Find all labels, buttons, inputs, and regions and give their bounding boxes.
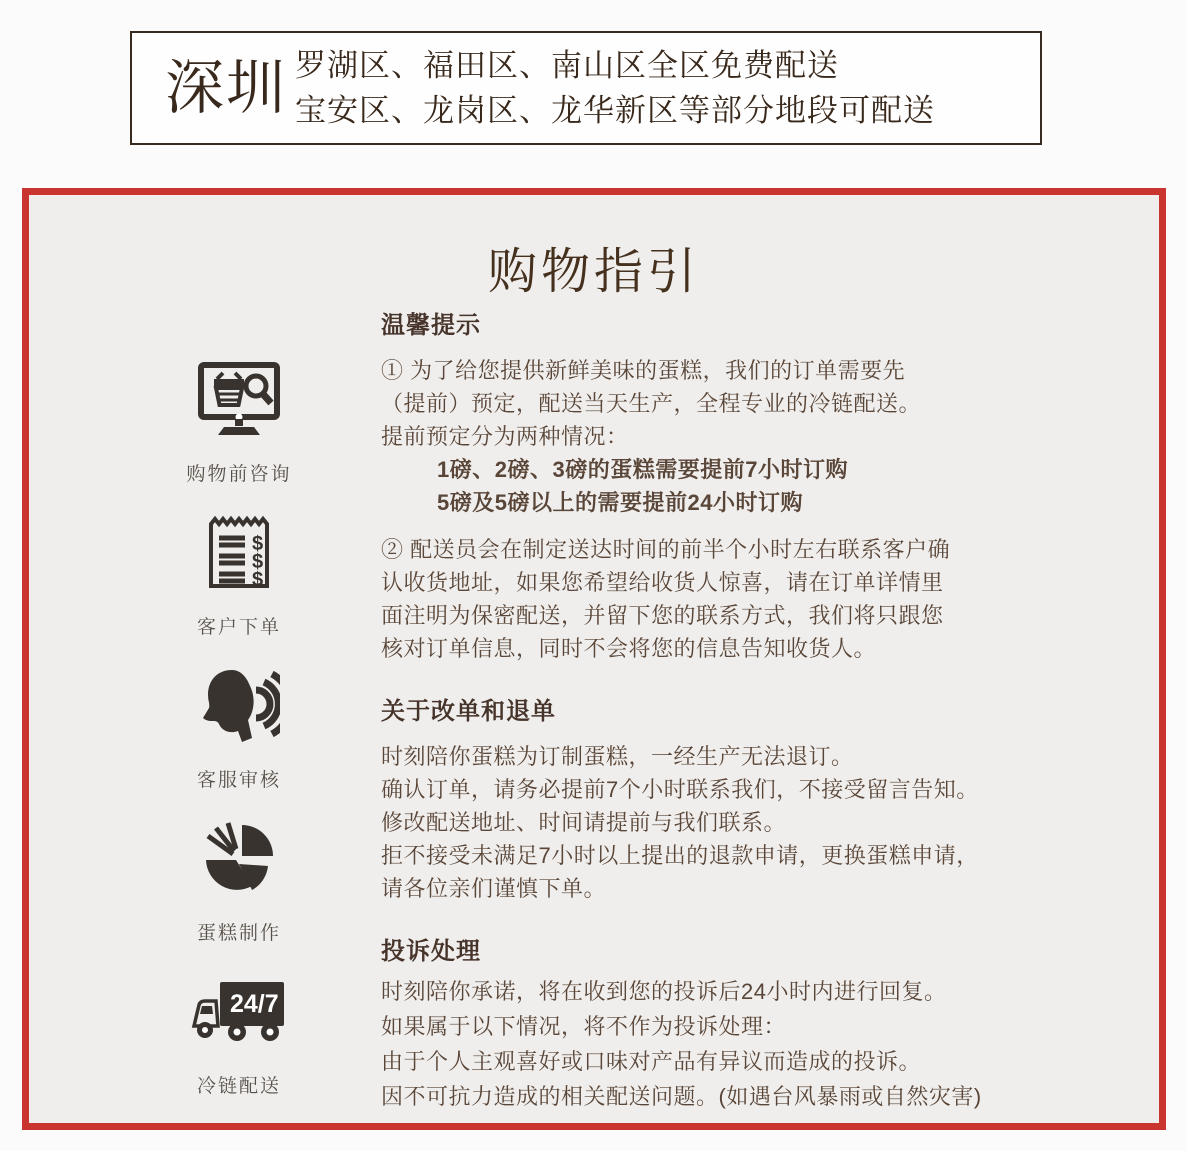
tips-paragraph-1-line: （提前）预定，配送当天生产，全程专业的冷链配送。 (381, 391, 922, 416)
change-order-line: 拒不接受未满足7小时以上提出的退款申请，更换蛋糕申请， (381, 843, 979, 868)
tips-paragraph-1-line: ① 为了给您提供新鲜美味的蛋糕，我们的订单需要先 (381, 358, 906, 383)
step-pre-purchase-consult (147, 353, 331, 506)
guide-content (381, 305, 1057, 1114)
change-order-line: 确认订单，请务必提前7个小时联系我们，不接受留言告知。 (381, 777, 979, 802)
guide-title: 购物指引 (487, 245, 700, 299)
delivery-area-banner (130, 31, 1042, 145)
tips-paragraph-2-line: 面注明为保密配送，并留下您的联系方式，我们将只跟您 (381, 603, 944, 628)
complaint-line: 由于个人主观喜好或口味对产品有异议而造成的投诉。 (381, 1049, 922, 1074)
tips-paragraph-2-line: ② 配送员会在制定送达时间的前半个小时左右联系客户确 (381, 537, 951, 562)
change-order-line: 修改配送地址、时间请提前与我们联系。 (381, 810, 787, 835)
step-service-review (147, 659, 331, 812)
step-label: 客服审核 (196, 770, 281, 791)
advance-order-rule-1: 1磅、2磅、3磅的蛋糕需要提前7小时订购 (437, 457, 848, 482)
svg-text:$: $ (252, 569, 264, 591)
city-label: 深圳 (165, 54, 288, 121)
tips-heading: 温馨提示 (381, 312, 481, 339)
shopping-guide-box (22, 188, 1166, 1130)
headset-person-icon (198, 659, 280, 753)
tips-paragraph-1-line: 提前预定分为两种情况： (381, 424, 629, 449)
tips-paragraph-2-line: 核对订单信息，同时不会将您的信息告知收货人。 (381, 636, 877, 661)
truck-24-7-icon (190, 965, 288, 1059)
step-cake-making (147, 812, 331, 965)
tips-paragraph-2-line: 认收货地址，如果您希望给收货人惊喜，请在订单详情里 (381, 570, 944, 595)
step-cold-chain-delivery (147, 965, 331, 1118)
step-label: 客户下单 (196, 617, 281, 638)
partial-delivery-line: 宝安区、龙岗区、龙华新区等部分地段可配送 (295, 93, 936, 128)
svg-text:$: $ (252, 533, 264, 555)
complaint-line: 时刻陪你承诺，将在收到您的投诉后24小时内进行回复。 (381, 979, 947, 1004)
pie-chart-icon (200, 812, 278, 906)
complaint-heading: 投诉处理 (381, 938, 481, 965)
receipt-icon (207, 506, 271, 600)
change-order-heading: 关于改单和退单 (381, 698, 556, 725)
step-label: 购物前咨询 (186, 464, 292, 485)
monitor-search-icon (194, 353, 284, 447)
step-label: 蛋糕制作 (196, 923, 281, 944)
svg-text:$: $ (252, 551, 264, 573)
complaint-section (381, 931, 1057, 1114)
step-customer-order (147, 506, 331, 659)
advance-order-rule-2: 5磅及5磅以上的需要提前24小时订购 (437, 490, 803, 515)
free-delivery-line: 罗湖区、福田区、南山区全区免费配送 (295, 48, 840, 83)
complaint-line: 因不可抗力造成的相关配送问题。(如遇台风暴雨或自然灾害) (381, 1084, 982, 1109)
truck-24-7-text: 24/7 (230, 990, 279, 1018)
complaint-line: 如果属于以下情况，将不作为投诉处理： (381, 1014, 787, 1039)
delivery-area-lines (295, 43, 935, 133)
step-label: 冷链配送 (196, 1076, 281, 1097)
change-order-line: 时刻陪你蛋糕为订制蛋糕，一经生产无法退订。 (381, 744, 854, 769)
process-sidebar (147, 353, 331, 1118)
change-order-line: 请各位亲们谨慎下单。 (381, 876, 607, 901)
